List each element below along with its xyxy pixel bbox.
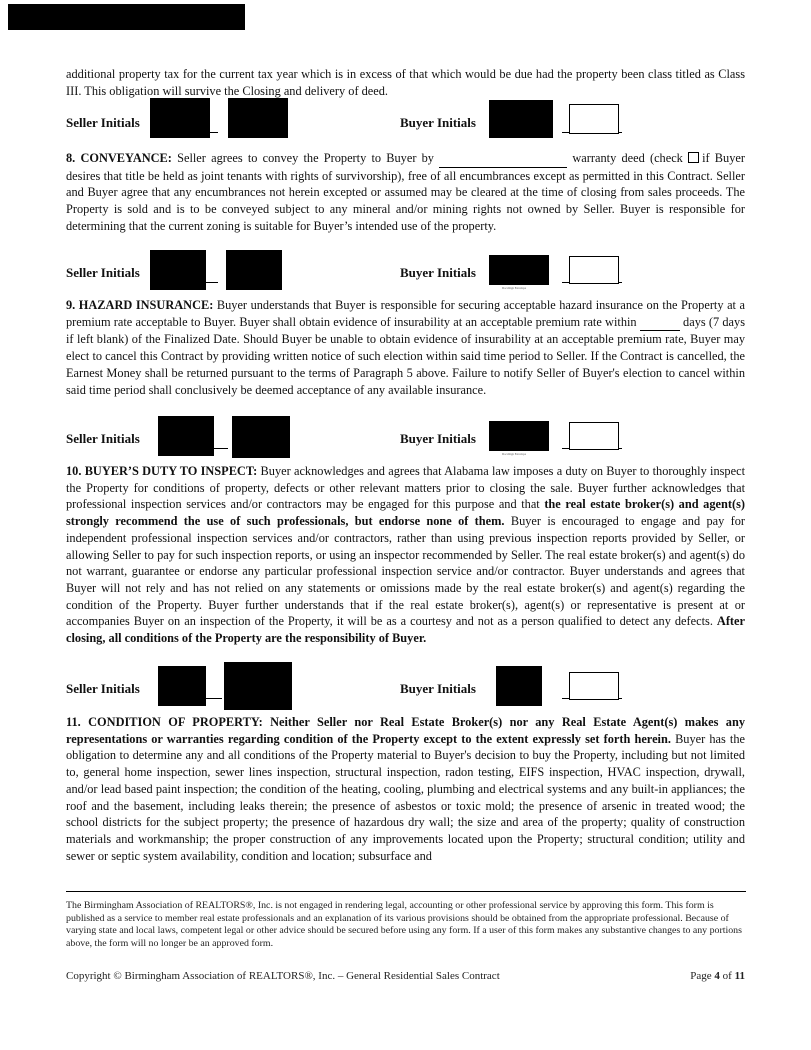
seller-initial-redacted-1 [158,416,214,456]
joint-tenants-checkbox[interactable] [688,152,699,163]
section-9-hazard-insurance [66,297,745,398]
buyer-initial-redacted [489,255,549,285]
buyer-initial-box[interactable] [569,104,619,134]
buyer-initial-redacted [489,100,553,138]
buyer-initial-box[interactable] [569,256,619,284]
initial-line [214,448,228,449]
page-total: 11 [734,970,745,982]
buyer-initials-label: Buyer Initials [400,115,476,130]
page-prefix: Page [690,970,712,982]
buyer-initial-redacted [489,421,549,451]
buyer-initials-label: Buyer Initials [400,681,476,696]
seller-initials-label: Seller Initials [66,115,140,130]
page-of: of [722,970,732,982]
section-8-text-3: if Buyer desires that title be held as joint tenants with rights of survivorship), free of all encumbrances except as permitted in this Contract. Seller and Buyer agree that any encumbrances not herein excepted or assumed may be cleared at the time of closing from sales proceeds. The Property is sold and is to be conveyed subject to any mineral and/or mining rights not owned by Seller. Buyer is responsible for determining that the current zoning is suitable for Buyer’s intended use of the property. [66,151,745,233]
initials-row-8 [66,250,745,290]
seller-initial-redacted-2 [224,662,292,710]
buyer-initial-box[interactable] [569,422,619,450]
seller-initial-redacted-1 [150,250,206,290]
buyer-initials-label: Buyer Initials [400,431,476,446]
section-9-text-2: days (7 days if left blank) of the Finalized Date. Should Buyer be unable to obtain evidence of insurability at an acceptable premium rate, Buyer may elect to cancel this Contract by providing written notice of such election within said time period to Seller. If the Contract is cancelled, the Earnest Money shall be returned pursuant to the terms of Paragraph 5 above. Failure to notify Seller of Buyer's election to cancel within said time period shall conclusively be deemed acceptance of any available insurance. [66,314,745,397]
seller-initial-redacted-1 [158,666,206,706]
page-current: 4 [714,970,720,982]
section-11-text-1: Buyer has the obligation to determine any and all conditions of the Property material to Buyer's decision to buy the Property, including but not limited to, general home inspection, sewer lines inspection, structural inspection, radon testing, EIFS inspection, HVAC inspection, drywall, and/or lead based paint inspection; the condition of the heating, cooling, plumbing and electrical systems and any built-in appliances; the roof and the basement, including leaks therein; the presence of asbestos or toxic mold; the presence of arsenic in treated wood; the school districts for the subject property; the presence of hazardous dry wall; the size and area of the property; quality of construction materials and workmanship; the proper construction of any improvements located upon the Property; structural condition; utility and sewer or septic system availability, condition and location; subsurface and [66,731,746,863]
section-8-heading: 8. CONVEYANCE: [66,151,172,165]
section-10-heading: 10. BUYER’S DUTY TO INSPECT: [66,464,258,478]
footer-divider [66,891,746,892]
section-10-text-1: Buyer acknowledges and agrees that Alabama law imposes a duty on Buyer to thoroughly inspect the Property for conditions of property, defects or other relevant matters prior to closing the sale. Buyer further acknowledges that professional inspection services and/or contractors may be engaged for this purpose and that [66,464,745,512]
section-11-heading: 11. CONDITION OF PROPERTY: Neither Seller nor Real Estate Broker(s) nor any Real Estate Agent(s) makes any representations or warranties regarding condition of the Property except to the extent expressly set forth herein. [66,715,745,746]
section-8-conveyance [66,150,745,235]
section-10-text-2: Buyer is encouraged to engage and pay for independent professional inspection services and/or contractors, rather than using previous inspection reports provided by Seller, or allowing Seller to pay for such inspection reports, or using an inspector recommended by Seller. The real estate broker(s) and agent(s) do not warrant, guarantee or endorse any particular professional inspection service and/or contractor. Buyer understands and agrees that Buyer will not rely and has not relied on any statements or omissions made by the real estate broker(s) and agent(s) regarding the condition of the Property. Buyer further understands that if the real estate broker(s), agent(s) or representative is present at or accompanies Buyer on an inspection of the Property, it will be as a courtesy and not as a person qualified to detect any defects. [66,514,745,629]
seller-initial-redacted-2 [228,98,288,138]
seller-initial-redacted-2 [226,250,282,290]
section-9-text-1: Buyer understands that Buyer is responsible for securing acceptable hazard insurance on the Property at a premium rate acceptable to Buyer. Buyer shall obtain evidence of insurability at an acceptable premium rate within [66,298,746,329]
seller-initials-label: Seller Initials [66,681,140,696]
seller-initials-label: Seller Initials [66,265,140,280]
section-8-text-2: warranty deed (check [572,151,683,165]
section-9-heading: 9. HAZARD INSURANCE: [66,298,214,312]
page-number [690,970,745,982]
copyright-notice: Copyright © Birmingham Association of REALTORS®, Inc. – General Residential Sales Contract [66,970,500,982]
initials-row-7 [66,98,745,138]
section-10-bold-1: the real estate broker(s) and agent(s) strongly recommend the use of such professionals, but endorse none of them. [66,497,745,529]
seller-initial-redacted-1 [150,98,210,138]
section-10-duty-to-inspect [66,463,745,647]
section-8-text-1: Seller agrees to convey the Property to Buyer by [177,151,434,165]
initial-line [210,132,218,133]
footer-disclaimer: The Birmingham Association of REALTORS®, Inc. is not engaged in rendering legal, accounting or other professional service by approving this form. This form is published as a service to member real estate professionals and an explanation of its various provisions should be obtained from the appropriate professional. Because of varying state and local laws, competent legal or other advice should be secured before using any form. If a user of this form makes any substantive changes to any portions above, the form will no longer be an approved form. [66,900,742,949]
seller-initials-label: Seller Initials [66,431,140,446]
initial-line [206,282,218,283]
insurance-days-blank[interactable] [640,314,680,332]
section-10-bold-2: After closing, all conditions of the Property are the responsibility of Buyer. [66,614,745,646]
docusign-stamp: DocuSign Envelope [502,286,527,290]
deed-type-blank[interactable] [439,150,567,168]
buyer-initials-label: Buyer Initials [400,265,476,280]
redaction-header-bar [8,4,245,30]
initial-line [206,698,222,699]
buyer-initial-redacted [496,666,542,706]
docusign-stamp: DocuSign Envelope [502,452,527,456]
buyer-initial-box[interactable] [569,672,619,700]
seller-initial-redacted-2 [232,416,290,458]
initials-row-9 [66,416,745,456]
initials-row-10 [66,666,745,706]
paragraph-7-tail: additional property tax for the current tax year which is in excess of that which would be due had the property been class titled as Class III. This obligation will survive the Closing and delivery of deed. [66,67,745,98]
section-11-condition-of-property [66,714,745,864]
